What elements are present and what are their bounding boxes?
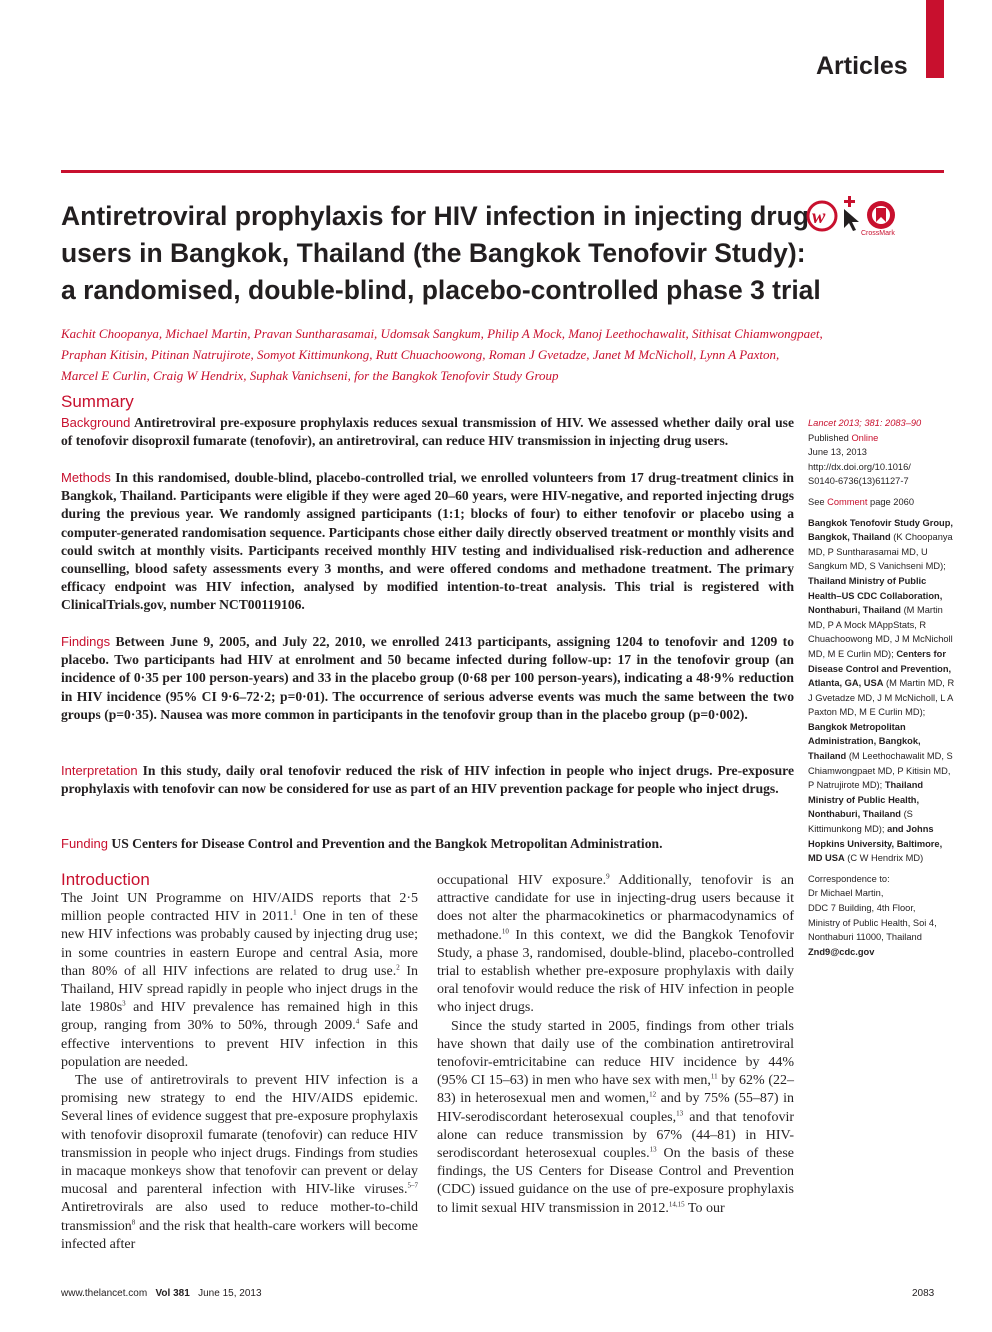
section-label: Articles	[816, 52, 908, 80]
correspondence-line: Dr Michael Martin,	[808, 888, 884, 899]
body-column-left	[61, 890, 418, 1254]
article-sidebar	[808, 416, 958, 965]
doi-link[interactable]: S0140-6736(13)61127-7	[808, 476, 909, 487]
online-link[interactable]: Online	[851, 432, 879, 443]
affiliations	[808, 516, 958, 866]
citation[interactable]: Lancet 2013; 381: 2083–90	[808, 418, 922, 428]
publication-date: June 13, 2013	[808, 447, 867, 458]
correspondence-line: Ministry of Public Health, Soi 4,	[808, 917, 937, 928]
title-line: Antiretroviral prophylaxis for HIV infection in injecting drug	[61, 201, 809, 231]
paragraph: Since the study started in 2005, findings from other trials have shown that daily use of the combination antiretroviral tenofovir-emtricitabine can reduce HIV incidence by 44% (95% CI 15–63) in men who have sex with men,$^{11}$ by 62% (22–83) in heterosexual men and women,$^{12}$ and by 75% (55–87) in HIV-serodiscordant heterosexual couples,$^{13}$ and that tenofovir alone can reduce transmission by 67% (44–81) in HIV-serodiscordant heterosexual couples.$^{13}$ On the basis of these findings, the US Centers for Disease Control and Prevention (CDC) issued guidance on the use of pre-exposure prophylaxis to limit sexual HIV transmission in 2012.$^{14,15}$ To our	[437, 1018, 795, 1216]
abstract-label: Methods	[61, 470, 111, 485]
article-title	[61, 198, 821, 309]
correspondence	[808, 872, 958, 960]
footer-left	[61, 1288, 262, 1299]
abstract-label: Funding	[61, 836, 108, 851]
abstract-funding	[61, 835, 794, 853]
affiliation-institution: and Johns Hopkins University, Baltimore, MD USA	[808, 824, 943, 864]
abstract-interpretation	[61, 762, 794, 798]
body-column-right	[437, 872, 794, 1218]
correspondence-label: Correspondence to:	[808, 873, 890, 884]
affiliation-institution: Bangkok Tenofovir Study Group, Bangkok, Thailand	[808, 517, 953, 543]
paragraph: occupational HIV exposure.$^9$ Additionally, tenofovir is an attractive candidate for use in injecting-drug users because it does not alter the pharmacokinetics or pharmacodynamics of methadone.$^{10}$ In this context, we did the Bangkok Tenofovir Study, a phase 3, randomised, double-blind, placebo-controlled trial to establish whether pre-exposure prophylaxis with daily oral tenofovir would reduce the risk of HIV infection in people who inject drugs.	[437, 872, 794, 1016]
affiliation-members: (M Martin MD, P A Mock MAppStats, R Chuachoowong MD, J M McNicholl MD, M E Curlin MD);	[808, 605, 953, 659]
affiliation-members: (K Choopanya MD, P Suntharasamai MD, U Sangkum MD, S Vanichseni MD);	[808, 532, 953, 572]
abstract-label: Background	[61, 415, 131, 430]
abstract-text: In this randomised, double-blind, placebo-controlled trial, we enrolled volunteers from 17 drug-treatment clinics in Bangkok, Thailand. Participants were eligible if they were aged 20–60 years, were HIV-negative, and reported injecting drugs during the previous year. We randomly assigned participants (1:1; blocks of four) to either tenofovir or placebo using a computer-generated randomisation sequence. Participants chose either daily directly observed treatment or monthly visits and could switch at monthly visits. Participants received monthly HIV testing and individualised risk-reduction and adherence counselling, blood safety assessments every 3 months, and were offered condoms and methadone treatment. The primary efficacy endpoint was HIV infection, analysed by modified intention-to-treat analysis. This trial is registered with ClinicalTrials.gov, number NCT00119106.	[61, 470, 794, 613]
see-label: See	[808, 496, 825, 507]
plus-cursor-icon[interactable]	[844, 196, 859, 231]
introduction-heading: Introduction	[61, 870, 150, 889]
abstract-text: Between June 9, 2005, and July 22, 2010, we enrolled 2413 participants, assigning 1204 to tenofovir and 1209 to placebo. Two participants had HIV at enrolment and 50 became infected during follow-up: 17 in the tenofovir group (an incidence of 0·35 per 100 person-years) and 33 in the placebo group (0·68 per 100 person-years), indicating a 48·9% reduction in HIV incidence (95% CI 9·6–72·2; p=0·01). The occurrence of serious adverse events was much the same between the two groups (p=0·35). Nausea was more common in participants in the tenofovir group than in the placebo group (p=0·002).	[61, 634, 795, 722]
paragraph: The Joint UN Programme on HIV/AIDS reports that 2·5 million people contracted HIV in 2011.$^1$ One in ten of these new HIV infections was probably caused by injecting drug use; in some countries in eastern Europe and central Asia, more than 80% of all HIV infections are related to drug use.$^2$ In Thailand, HIV spread rapidly in people who inject drugs in the late $1980s^3$ and HIV prevalence has remained high in this group, ranging from 30% to 50%, through 2009.$^4$ Safe and effective interventions to prevent HIV infection in this population are needed.	[61, 891, 418, 1070]
author-line: Marcel E Curlin, Craig W Hendrix, Suphak Vanichseni, for the Bangkok Tenofovir Study Group	[61, 368, 559, 383]
web-first-icon[interactable]	[808, 202, 836, 230]
header-accent-bar	[926, 0, 944, 78]
abstract-findings	[61, 633, 794, 724]
author-line: Praphan Kitisin, Pitinan Natrujirote, Somyot Kittimunkong, Rutt Chuachoowong, Roman J Gvetadze, Janet M McNicholl, Lynn A Paxton,	[61, 347, 780, 362]
affiliation-institution: Bangkok Metropolitan Administration, Bangkok, Thailand	[808, 721, 921, 762]
crossmark-label: CrossMark	[861, 230, 895, 237]
correspondence-line: DDC 7 Building, 4th Floor,	[808, 903, 916, 913]
affiliation-members: (S Kittimunkong MD);	[808, 809, 913, 835]
doi-link[interactable]: http://dx.doi.org/10.1016/	[808, 461, 911, 472]
affiliation-institution: Thailand Ministry of Public Health–US CDC Collaboration, Nonthaburi, Thailand	[808, 575, 943, 616]
footer-website[interactable]: www.thelancet.com	[61, 1288, 148, 1299]
affiliation-institution: Centers for Disease Control and Prevention, Atlanta, GA, USA	[808, 648, 952, 689]
author-line: Kachit Choopanya, Michael Martin, Pravan Suntharasamai, Udomsak Sangkum, Philip A Mock, Manoj Leethochawalit, Sithisat Chiamwongpaet,	[61, 326, 823, 341]
comment-link[interactable]: Comment	[827, 496, 868, 507]
author-list	[61, 323, 823, 386]
summary-heading: Summary	[61, 392, 134, 411]
title-rule	[61, 170, 944, 173]
paragraph: The use of antiretrovirals to prevent HIV infection is a promising new strategy to end the HIV/AIDS epidemic. Several lines of evidence suggest that pre-exposure prophylaxis with tenofovir disoproxil fumarate (tenofovir) can reduce HIV transmission in people who inject drugs. Findings from studies in macaque monkeys show that tenofovir can prevent or delay mucosal and parenteral infection with HIV-like viruses.$^{5-7}$ Antiretrovirals are also used to reduce mother-to-child transmission$^8$ and the risk that health-care workers will become infected after	[61, 1073, 418, 1252]
correspondence-line: Nonthaburi 11000, Thailand	[808, 932, 922, 943]
abstract-text: US Centers for Disease Control and Prevention and the Bangkok Metropolitan Administration.	[111, 836, 663, 851]
abstract-methods	[61, 469, 794, 615]
affiliation-members: (M Martin MD, R J Gvetadze MD, J M McNicholl, L A Paxton MD, M E Curlin MD);	[808, 678, 955, 718]
affiliation-institution: Thailand Ministry of Public Health, Nonthaburi, Thailand	[808, 780, 924, 820]
correspondence-email[interactable]: Znd9@cdc.gov	[808, 946, 875, 957]
abstract-text: In this study, daily oral tenofovir reduced the risk of HIV infection in people who inject drugs. Pre-exposure prophylaxis with tenofovir can now be considered for use as part of an HIV prevention package for people who inject drugs.	[61, 763, 794, 797]
affiliation-members: (C W Hendrix MD)	[847, 853, 924, 864]
abstract-text: Antiretroviral pre-exposure prophylaxis reduces sexual transmission of HIV. We assessed whether daily oral use of tenofovir disoproxil fumarate (tenofovir), an antiretroviral, can reduce HIV transmission in injecting drug users.	[61, 415, 794, 449]
abstract-label: Interpretation	[61, 763, 138, 778]
svg-text:w: w	[812, 206, 826, 228]
footer-date: June 15, 2013	[198, 1288, 262, 1299]
published-label: Published	[808, 432, 849, 443]
title-line: users in Bangkok, Thailand (the Bangkok Tenofovir Study):	[61, 238, 806, 268]
page-number: 2083	[912, 1288, 935, 1299]
footer-volume: Vol 381	[155, 1288, 190, 1299]
crossmark-icon[interactable]	[867, 201, 895, 229]
abstract-background	[61, 414, 794, 450]
comment-page: page 2060	[870, 496, 914, 507]
affiliation-members: (M Leethochawalit MD, S Chiamwongpaet MD, P Kitisin MD, P Natrujirote MD);	[808, 751, 953, 791]
title-line: a randomised, double-blind, placebo-controlled phase 3 trial	[61, 275, 821, 305]
article-badges	[806, 196, 936, 246]
abstract-label: Findings	[61, 634, 111, 649]
